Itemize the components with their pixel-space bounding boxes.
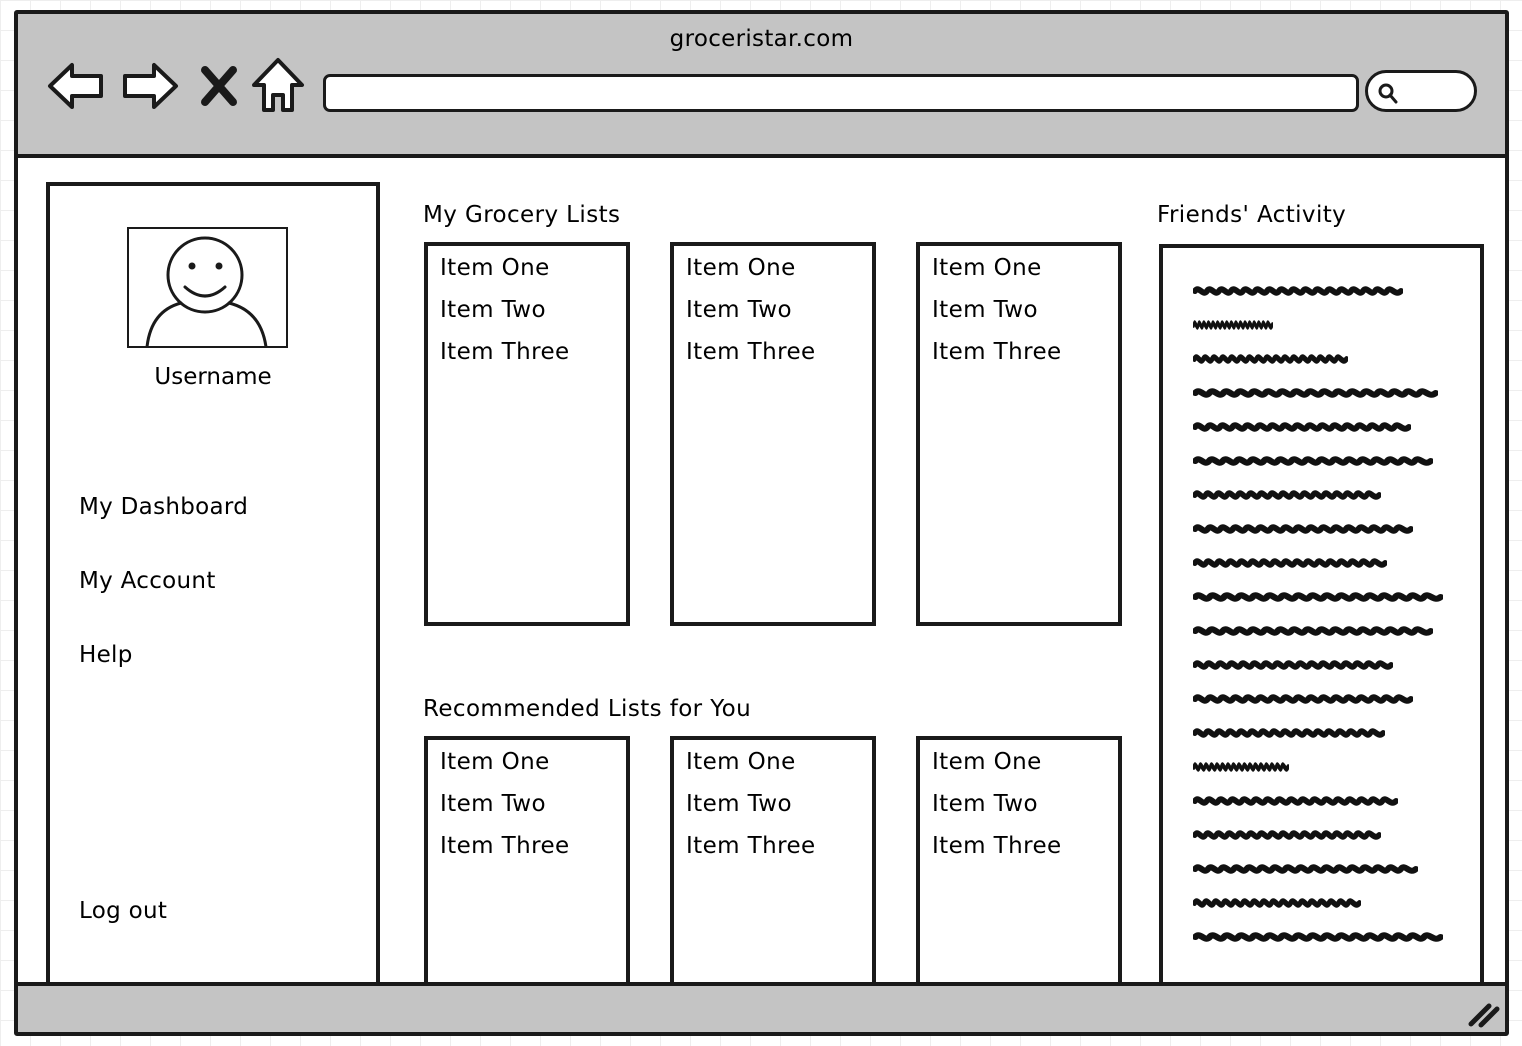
- scribble-text-line: [1193, 352, 1348, 366]
- address-bar[interactable]: [323, 74, 1359, 112]
- resize-grip-icon[interactable]: [1465, 998, 1501, 1028]
- grocery-lists-title: My Grocery Lists: [423, 202, 621, 228]
- sidebar-item-dashboard[interactable]: My Dashboard: [79, 494, 249, 520]
- list-item: Item Three: [440, 833, 570, 859]
- scribble-text-line: [1193, 658, 1393, 672]
- recommended-list-card[interactable]: [670, 736, 876, 988]
- list-item: Item Three: [932, 833, 1062, 859]
- grocery-list-card[interactable]: [916, 242, 1122, 626]
- sidebar-item-account[interactable]: My Account: [79, 568, 216, 594]
- list-item: Item One: [686, 255, 796, 281]
- list-item: Item Three: [440, 339, 570, 365]
- sidebar: [46, 182, 380, 1006]
- recommended-lists-title: Recommended Lists for You: [423, 696, 752, 722]
- browser-toolbar: [18, 14, 1505, 158]
- sidebar-item-help[interactable]: Help: [79, 642, 133, 668]
- list-item: Item One: [932, 255, 1042, 281]
- logout-link[interactable]: Log out: [79, 898, 168, 924]
- page-title: groceristar.com: [669, 26, 854, 52]
- list-item: Item One: [932, 749, 1042, 775]
- list-item: Item One: [440, 749, 550, 775]
- list-item: Item Two: [686, 791, 792, 817]
- search-icon: [1376, 81, 1400, 105]
- scribble-text-line: [1193, 828, 1381, 842]
- scribble-text-line: [1193, 930, 1443, 944]
- scribble-text-line: [1193, 556, 1387, 570]
- list-item: Item Three: [686, 833, 816, 859]
- list-item: Item Three: [932, 339, 1062, 365]
- list-item: Item Two: [932, 297, 1038, 323]
- scribble-text-line: [1193, 318, 1273, 332]
- list-item: Item One: [686, 749, 796, 775]
- arrow-left-icon[interactable]: [44, 54, 108, 118]
- user-avatar-icon: [127, 227, 288, 348]
- scribble-text-line: [1193, 590, 1443, 604]
- status-bar: [18, 982, 1505, 1032]
- scribble-text-line: [1193, 522, 1413, 536]
- scribble-text-line: [1193, 896, 1361, 910]
- list-item: Item One: [440, 255, 550, 281]
- list-item: Item Two: [440, 297, 546, 323]
- scribble-text-line: [1193, 624, 1433, 638]
- scribble-text-line: [1193, 454, 1433, 468]
- list-item: Item Three: [686, 339, 816, 365]
- grocery-list-card[interactable]: [670, 242, 876, 626]
- close-icon[interactable]: [192, 54, 246, 118]
- recommended-list-card[interactable]: [916, 736, 1122, 988]
- scribble-text-line: [1193, 862, 1418, 876]
- search-input[interactable]: [1365, 70, 1477, 112]
- friends-activity-panel: [1159, 244, 1484, 1000]
- home-icon[interactable]: [246, 54, 310, 118]
- scribble-text-line: [1193, 488, 1381, 502]
- arrow-right-icon[interactable]: [118, 54, 182, 118]
- grocery-list-card[interactable]: [424, 242, 630, 626]
- scribble-text-line: [1193, 420, 1411, 434]
- scribble-text-line: [1193, 794, 1398, 808]
- recommended-list-card[interactable]: [424, 736, 630, 988]
- list-item: Item Two: [932, 791, 1038, 817]
- username: Username: [154, 364, 272, 390]
- list-item: Item Two: [440, 791, 546, 817]
- browser-window: [14, 10, 1509, 1036]
- scribble-text-line: [1193, 760, 1289, 774]
- scribble-text-line: [1193, 726, 1385, 740]
- scribble-text-line: [1193, 284, 1403, 298]
- scribble-text-line: [1193, 386, 1438, 400]
- friends-activity-title: Friends' Activity: [1157, 202, 1347, 228]
- list-item: Item Two: [686, 297, 792, 323]
- scribble-text-line: [1193, 692, 1413, 706]
